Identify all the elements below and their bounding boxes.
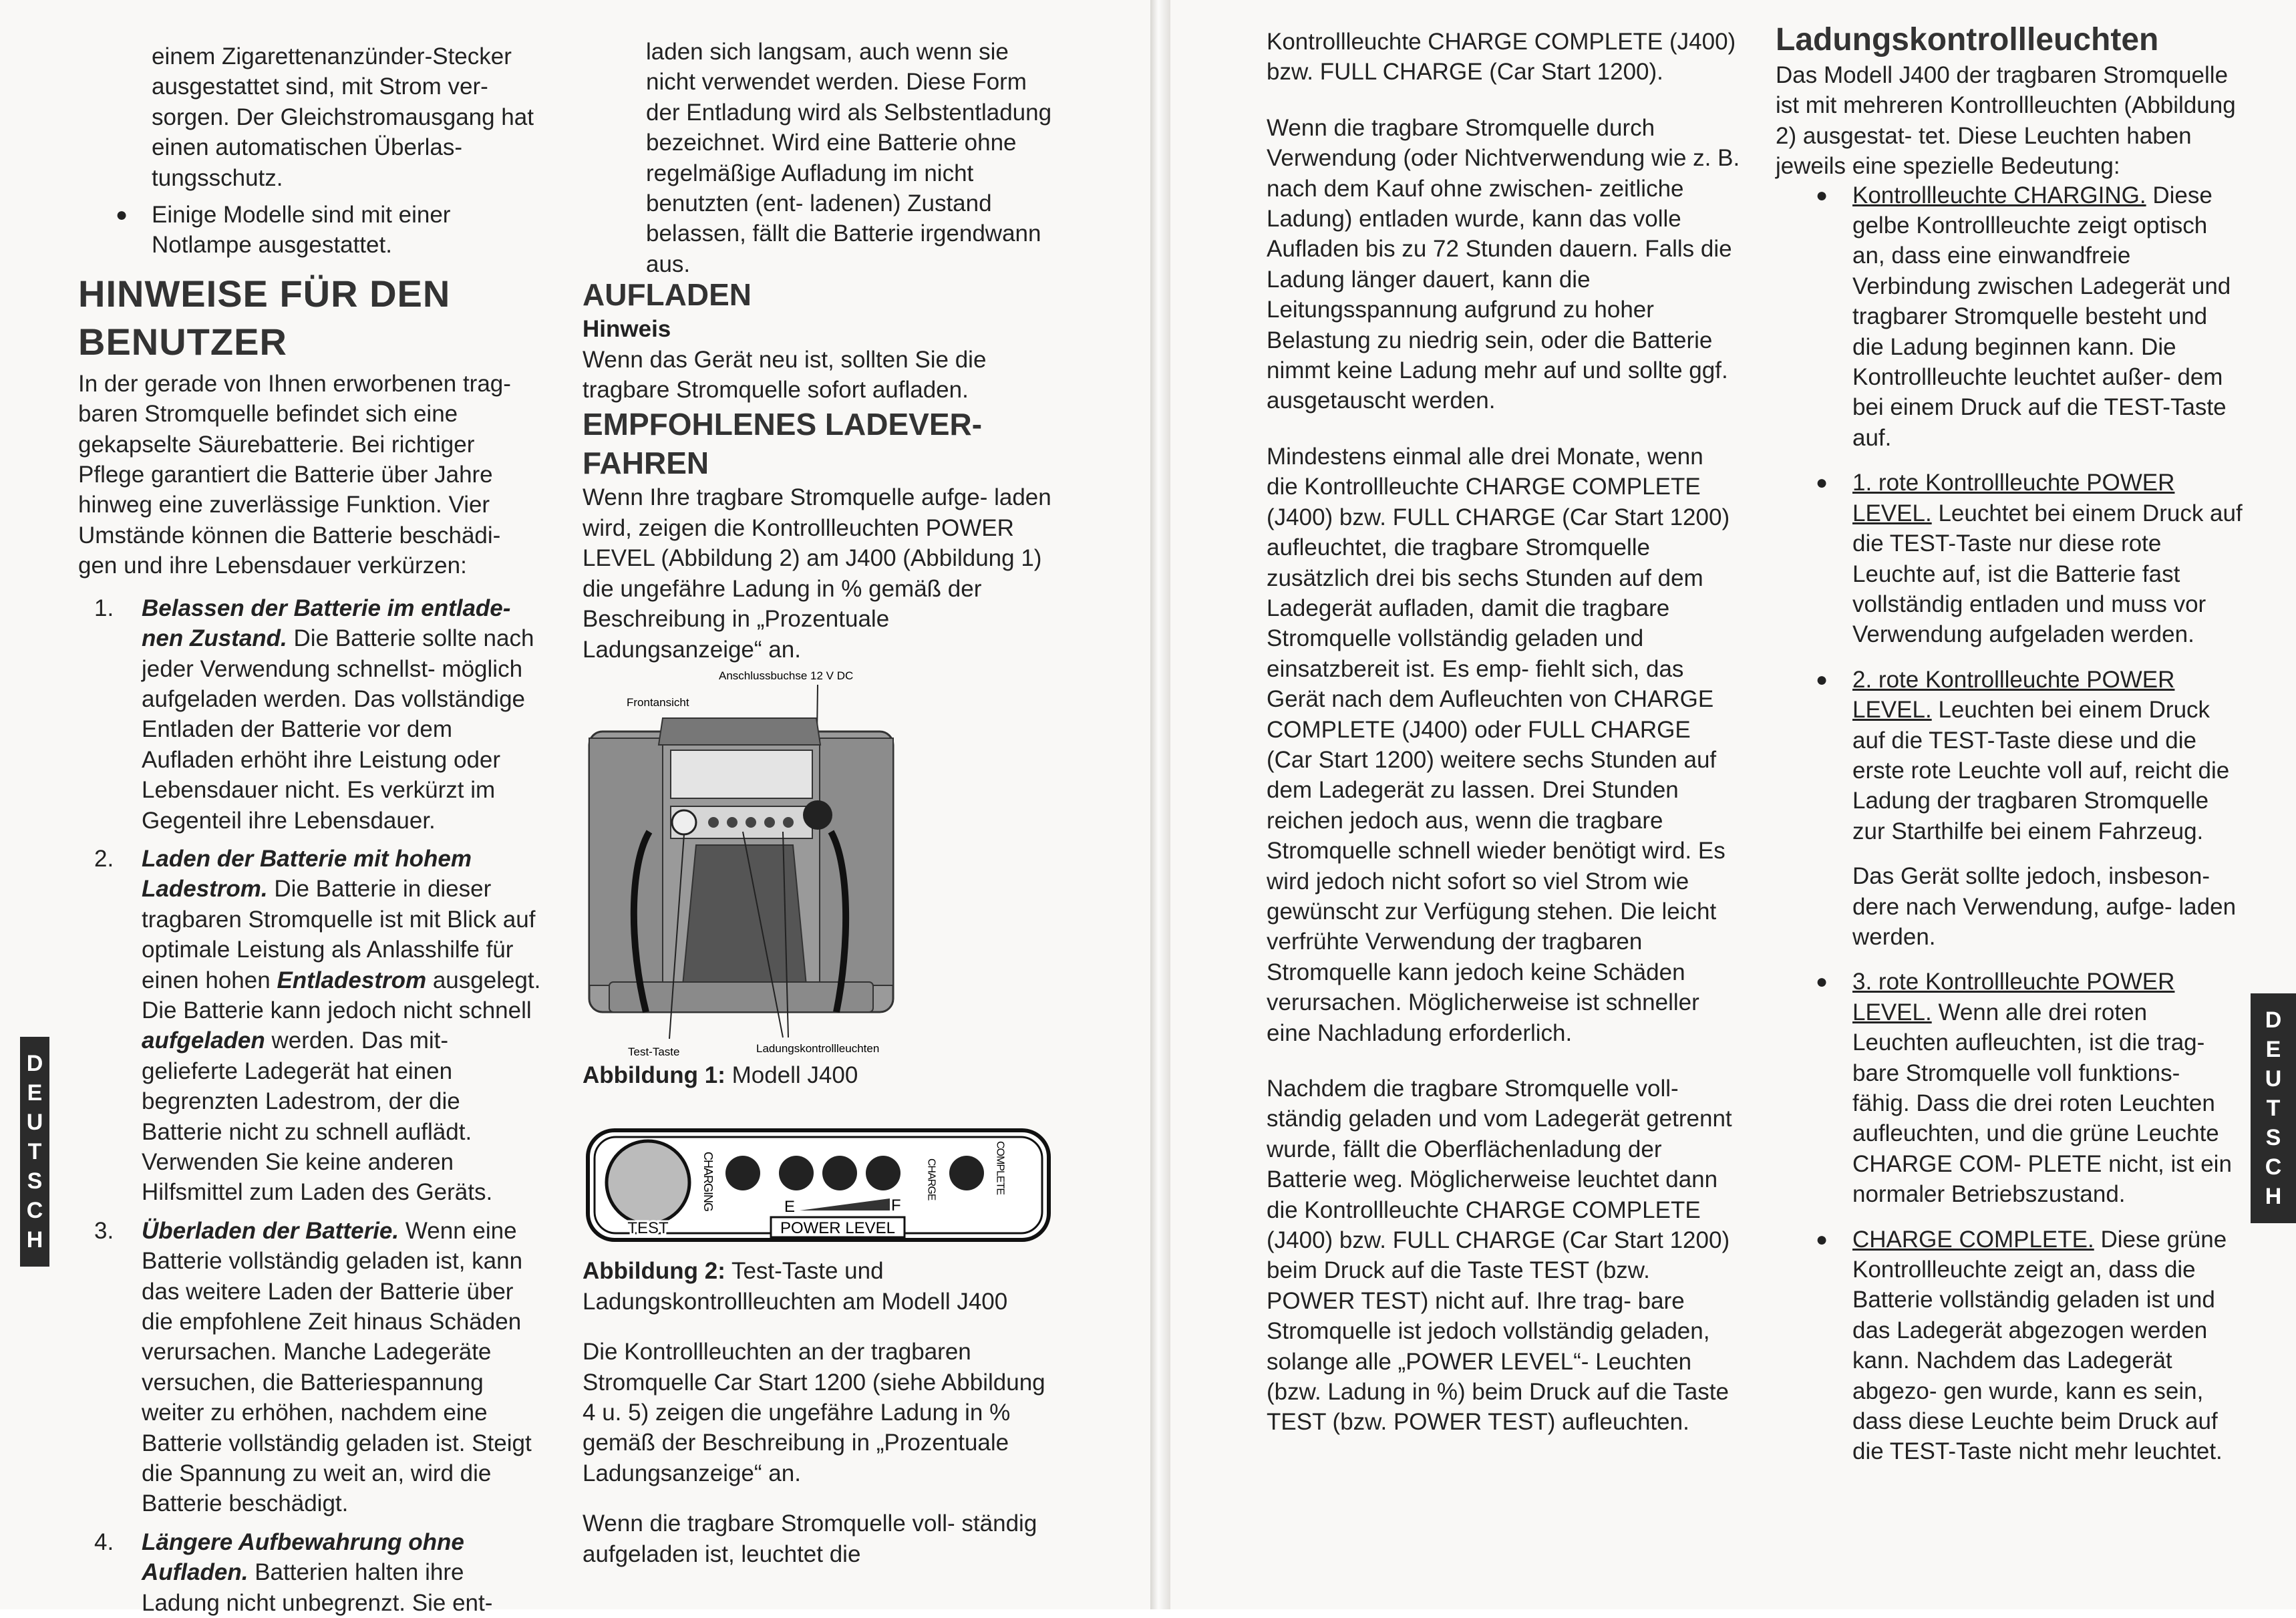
tab-letter: C	[26, 1198, 43, 1223]
fig2-complete-lamp	[949, 1156, 984, 1190]
body-paragraph: Nachdem die tragbare Stromquelle voll- ständig geladen und vom Ladegerät getrennt wurde, fällt die Oberflächenladung der Batterie weg. Möglicherweise leuchtet dann die Kontrollleuchte CHARGE COMPLETE (J400) bzw. FULL CHARGE (Car Start 1200) beim Druck auf die Taste TEST (bzw. POWER TEST) nicht auf. Ihre trag- bare Stromquelle ist jedoch vollständig geladen, solange alle „POWER LEVEL“- Leuchten (bzw. Ladung in %) beim Druck auf die Taste TEST (bzw. POWER TEST) aufleuchten.	[1267, 1076, 1732, 1436]
heading-line: BENUTZER	[78, 320, 287, 363]
caption-text: Modell J400	[731, 1062, 858, 1088]
heading-line: EMPFOHLENES LADEVER-	[583, 407, 983, 442]
item-text: Leuchten bei einem Druck auf die TEST-Taste diese und die erste rote Leuchte voll auf, reicht die Ladung der tragbaren Stromquelle zur Starthilfe bei einem Fahrzeug.	[1852, 697, 2230, 844]
right-page	[1170, 0, 2296, 1609]
bullet-text: einem Zigarettenanzünder-Stecker ausgestattet sind, mit Strom ver- sorgen. Der Gleichstromausgang hat einen automatischen Überlas- tungsschutz.	[152, 43, 534, 191]
tab-letter: D	[26, 1051, 43, 1076]
item-text: Die Batterie in dieser tragbaren Stromquelle ist mit Blick auf optimale Leistung als Anlasshilfe für einen hohen	[142, 876, 536, 993]
figure-1-caption	[583, 1060, 1063, 1090]
item-title: 3. rote Kontrollleuchte POWER LEVEL.	[1852, 969, 2175, 1025]
item-text: Diese gelbe Kontrollleuchte zeigt optisch an, dass eine einwandfreie Verbindung zwischen Ladegerät und tragbarer Stromquelle besteht und die Ladung beginnen kann. Die Kontrollleuchte leuchtet außer- dem bei einem Druck auf die TEST-Taste auf.	[1852, 182, 2231, 451]
tab-letter: D	[2265, 1007, 2282, 1033]
item-text: Leuchtet bei einem Druck auf die TEST-Taste nur diese rote Leuchte auf, ist die Batterie fast vollständig entladen und muss vor Verwendung aufgeladen werden.	[1852, 500, 2243, 648]
fig1-top-window	[671, 750, 812, 798]
body-paragraph: Die Kontrollleuchten an der tragbaren Stromquelle Car Start 1200 (siehe Abbildung 4 u. 5) zeigen die ungefähre Ladung in % gemäß der Beschreibung in „Prozentuale Ladungsanzeige“ an.	[583, 1339, 1045, 1486]
note-text: Wenn das Gerät neu ist, sollten Sie die tragbare Stromquelle sofort aufladen.	[583, 346, 987, 403]
bullet-dot-icon: ●	[1816, 184, 1828, 206]
list-item	[1776, 967, 2243, 1209]
fig1-lower-panel	[683, 845, 806, 985]
caption-label: Abbildung 2:	[583, 1258, 725, 1285]
tab-letter: U	[26, 1110, 43, 1135]
figure-2-control-panel	[583, 1125, 1063, 1245]
tab-letter: E	[27, 1080, 43, 1106]
bullet-dot-icon: ●	[1816, 668, 1828, 691]
caption-text: Test-Taste und Ladungskontrollleuchten am Modell J400	[583, 1258, 1008, 1315]
fig2-power-lamp-2	[822, 1156, 857, 1190]
fig1-base	[609, 982, 873, 1012]
item-text: Die Batterie sollte nach jeder Verwendung schnellst- möglich aufgeladen werden. Das vollständige Entladen der Batterie vor dem Aufladen erhöht ihre Leistung oder Lebensdauer nicht. Es verkürzt im Gegenteil ihre Lebensdauer.	[142, 625, 534, 834]
fig2-test-button	[607, 1141, 689, 1224]
list-item	[1776, 1225, 2243, 1467]
bullet-dot-icon: ●	[1816, 1228, 1828, 1251]
fig1-lamp	[746, 817, 756, 828]
continued-paragraph: laden sich langsam, auch wenn sie nicht verwendet werden. Diese Form der Entladung wird als Selbstentladung bezeichnet. Wird eine Batterie ohne regelmäßige Aufladung im nicht benutzten (ent- ladenen) Zustand belassen, fällt die Batterie irgendwann aus.	[646, 39, 1052, 277]
figure-1-device-illustration	[583, 665, 1063, 1066]
tab-letter: S	[27, 1168, 43, 1194]
fig2-label-power-level: POWER LEVEL	[780, 1219, 896, 1238]
list-item	[1776, 468, 2243, 649]
body-paragraph: Kontrollleuchte CHARGE COMPLETE (J400) bzw. FULL CHARGE (Car Start 1200).	[1267, 29, 1736, 86]
item-number: 3.	[94, 1217, 114, 1244]
tab-letter: H	[2265, 1184, 2282, 1209]
tab-letter: S	[2265, 1125, 2281, 1150]
item-text: werden. Das mit- gelieferte Ladegerät hat einen begrenzten Ladestrom, der die Batterie nicht zu schnell auflädt. Verwenden Sie keine anderen Hilfsmittel zum Laden des Geräts.	[142, 1027, 493, 1206]
section-heading: Ladungskontrollleuchten	[1776, 22, 2159, 57]
intro-paragraph: Das Modell J400 der tragbaren Stromquelle ist mit mehreren Kontrollleuchten (Abbildung 2) ausgestat- tet. Diese Leuchten haben jeweils eine spezielle Bedeutung:	[1776, 62, 2236, 180]
heading-line: FAHREN	[583, 446, 709, 481]
fig2-label-charge: CHARGE	[925, 1158, 937, 1200]
section-heading	[583, 405, 1063, 482]
fig2-power-lamp-3	[866, 1156, 900, 1190]
item-text: Wenn alle drei roten Leuchten aufleuchten, ist die trag- bare Stromquelle voll funktions- fähig. Dass die drei roten Leuchten aufleuchten, und die grüne Leuchte CHARGE COM- PLETE nicht, ist ein normaler Betriebszustand.	[1852, 999, 2232, 1208]
fig1-lamp	[764, 817, 775, 828]
item-title: Kontrollleuchte CHARGING.	[1852, 182, 2146, 208]
fig2-label-f: F	[891, 1196, 901, 1215]
fig2-label-complete: COMPLETE	[994, 1141, 1006, 1195]
item-title: Laden der Batterie mit hohem Ladestrom.	[142, 845, 472, 903]
fig1-side-panel-right	[820, 738, 893, 985]
item-emphasis: aufgeladen	[142, 1027, 265, 1054]
caption-label: Abbildung 1:	[583, 1062, 725, 1088]
item-text: Diese grüne Kontrollleuchte zeigt an, dass die Batterie vollständig geladen ist und das Ladegerät abgezogen werden kann. Nachdem das Ladegerät abgezo- gen wurde, kann es sein, dass diese Leuchte beim Druck auf die TEST-Taste nicht mehr leuchtet.	[1852, 1226, 2227, 1465]
fig1-test-button	[672, 810, 696, 834]
fig1-label-test: Test-Taste	[628, 1045, 680, 1058]
list-item	[1776, 665, 2243, 846]
language-side-tab	[2251, 993, 2296, 1223]
body-paragraph: Mindestens einmal alle drei Monate, wenn die Kontrollleuchte CHARGE COMPLETE (J400) bzw. FULL CHARGE (Car Start 1200) aufleuchtet, die tragbare Stromquelle zusätzlich drei bis sechs Stunden auf dem Ladegerät aufladen, damit die tragbare Stromquelle vollständig geladen und einsatzbereit ist. Es emp- fiehlt sich, das Gerät nach dem Aufleuchten von CHARGE COMPLETE (J400) oder FULL CHARGE (Car Start 1200) weitere sechs Stunden auf dem Ladegerät zu lassen. Drei Stunden reichen jedoch aus, wenn die tragbare Stromquelle schnell wieder benötigt wird. Es wird jedoch nicht sofort so viel Strom wie gewünscht zur Verfügung stehen. Die leicht verfrühte Verwendung der tragbaren Stromquelle kann jedoch keine Schäden verursachen. Möglicherweise ist schneller eine Nachladung erforderlich.	[1267, 443, 1730, 1046]
body-paragraph: Wenn Ihre tragbare Stromquelle aufge- laden wird, zeigen die Kontrollleuchten POWER LEVEL (Abbildung 2) am J400 (Abbildung 1) die ungefähre Ladung in % gemäß der Beschreibung in „Prozentuale Ladungsanzeige“ an.	[583, 484, 1051, 663]
column-4	[1776, 20, 2243, 1467]
tab-letter: U	[2265, 1066, 2282, 1092]
bullet-dot-icon: ●	[116, 204, 128, 226]
list-item-extra: Das Gerät sollte jedoch, insbeson- dere nach Verwendung, aufge- laden werden.	[1852, 863, 2237, 950]
fig1-handle	[659, 718, 820, 745]
item-title: Überladen der Batterie.	[142, 1217, 399, 1244]
tab-letter: H	[26, 1227, 43, 1253]
item-text: Wenn eine Batterie vollständig geladen ist, kann das weitere Laden der Batterie über die empfohlene Zeit hinaus Schäden verursachen. Manche Ladegeräte versuchen, die Batteriespannung weiter zu erhöhen, nachdem eine Batterie vollständig geladen ist. Steigt die Spannung zu weit an, wird die Batterie beschädigt.	[142, 1217, 532, 1517]
bullet-dot-icon: ●	[1816, 971, 1828, 993]
section-heading: AUFLADEN	[583, 277, 752, 313]
fig1-side-panel-left	[589, 738, 663, 985]
column-2	[583, 37, 1063, 1569]
language-side-tab	[20, 1037, 49, 1267]
bullet-item	[78, 200, 542, 261]
fig1-label-front: Frontansicht	[627, 695, 689, 709]
item-text: Batterien halten ihre Ladung nicht unbegrenzt. Sie ent-	[142, 1559, 493, 1616]
tab-letter: E	[2265, 1037, 2281, 1062]
fig1-lamp	[727, 817, 737, 828]
item-title: 2. rote Kontrollleuchte POWER LEVEL.	[1852, 666, 2175, 723]
section-heading	[78, 270, 542, 366]
book-spine	[1150, 0, 1170, 1609]
figure-2-caption	[583, 1256, 1063, 1317]
item-title: Belassen der Batterie im entlade- nen Zustand.	[142, 595, 511, 652]
fig2-label-test: TEST	[627, 1219, 669, 1238]
tab-letter: T	[2266, 1096, 2281, 1121]
bullet-text: Einige Modelle sind mit einer Notlampe ausgestattet.	[152, 202, 451, 259]
list-item	[78, 1216, 542, 1519]
fig1-label-anschluss: Anschlussbuchse 12 V DC	[719, 669, 854, 682]
list-item	[78, 1527, 542, 1618]
list-item	[78, 844, 542, 1208]
fig1-lamp	[708, 817, 719, 828]
item-title: 1. rote Kontrollleuchte POWER LEVEL.	[1852, 470, 2175, 526]
column-1	[78, 41, 542, 1618]
tab-letter: T	[27, 1139, 42, 1164]
item-number: 4.	[94, 1528, 114, 1555]
fig2-charging-lamp	[725, 1156, 760, 1190]
item-number: 2.	[94, 845, 114, 872]
list-item	[78, 593, 542, 836]
item-text: ausgelegt. Die Batterie kann jedoch nicht schnell	[142, 967, 541, 1023]
bullet-item	[78, 41, 542, 193]
item-title: Längere Aufbewahrung ohne Aufladen.	[142, 1528, 464, 1586]
item-emphasis: Entladestrom	[277, 967, 427, 993]
body-paragraph: Wenn die tragbare Stromquelle durch Verwendung (oder Nichtverwendung wie z. B. nach dem Kauf ohne zwischen- zeitliche Ladung) entladen wurde, kann das volle Aufladen bis zu 72 Stunden dauern. Falls die Ladung länger dauert, kann die Leitungsspannung aufgrund zu hoher Belastung zu niedrig sein, oder die Batterie nimmt keine Ladung mehr auf und sollte ggf. ausgetauscht werden.	[1267, 114, 1740, 414]
column-3	[1267, 27, 1741, 1438]
fig1-dc-socket	[803, 800, 832, 830]
fig1-label-ladung: Ladungskontrollleuchten	[756, 1041, 880, 1055]
intro-paragraph: In der gerade von Ihnen erworbenen trag- baren Stromquelle befindet sich eine gekapselte Säurebatterie. Bei richtiger Pflege garantiert die Batterie über Jahre hinweg eine zuverlässige Funktion. Vier Umstände können die Batterie beschädi- gen und ihre Lebensdauer verkürzen:	[78, 370, 511, 579]
heading-line: HINWEISE FÜR DEN	[78, 272, 451, 315]
fig2-label-e: E	[784, 1198, 796, 1217]
bullet-dot-icon: ●	[1816, 472, 1828, 494]
note-label: Hinweis	[583, 316, 671, 343]
item-title: CHARGE COMPLETE.	[1852, 1226, 2094, 1253]
fig1-lamp	[783, 817, 794, 828]
tab-letter: C	[2265, 1154, 2282, 1180]
list-item	[1776, 180, 2243, 454]
body-paragraph: Wenn die tragbare Stromquelle voll- ständig aufgeladen ist, leuchtet die	[583, 1510, 1037, 1567]
fig2-power-lamp-1	[779, 1156, 814, 1190]
fig2-label-charging: CHARGING	[701, 1152, 715, 1212]
item-number: 1.	[94, 595, 114, 621]
